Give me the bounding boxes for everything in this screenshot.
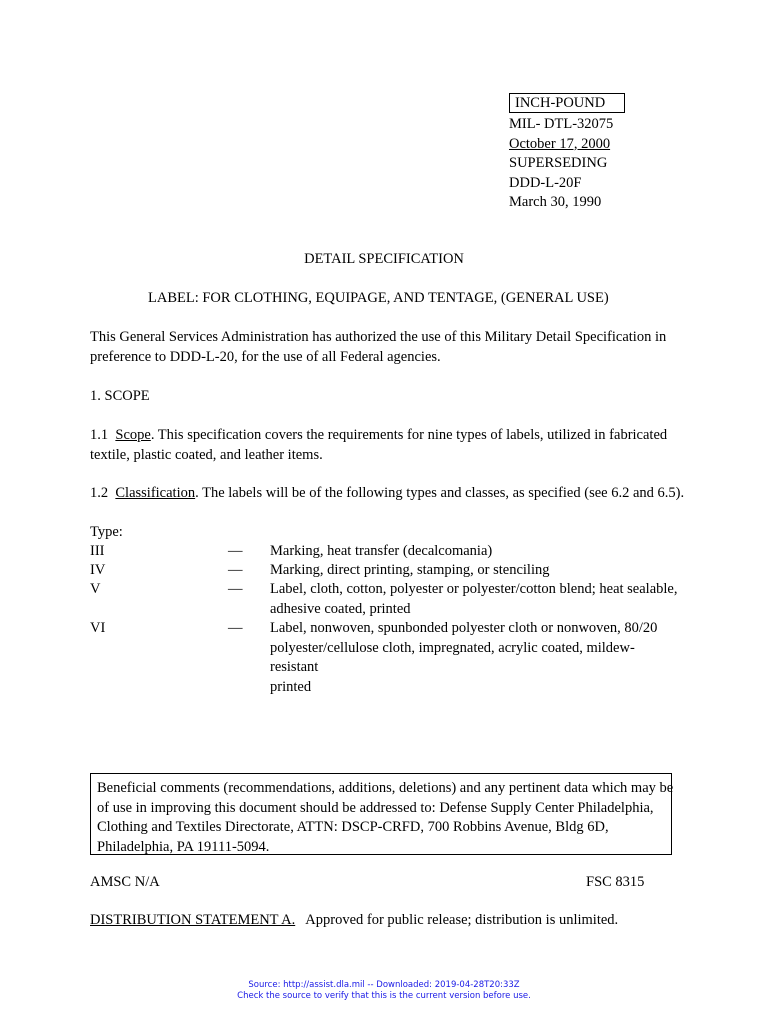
doc-date: October 17, 2000 [509, 135, 611, 152]
type-code: IV [90, 562, 106, 578]
document-identification [509, 115, 613, 213]
paragraph-title: Scope [115, 427, 151, 443]
type-description-line: printed [270, 678, 312, 695]
notice-line: Beneficial comments (recommendations, additions, deletions) and any pertinent data which may be [97, 780, 674, 796]
type-dash: — [228, 562, 243, 578]
type-dash: — [228, 581, 243, 597]
superseded-date: March 30, 1990 [509, 194, 602, 210]
paragraph-1-2 [90, 484, 685, 504]
type-code: III [90, 543, 105, 559]
source-footer-line: Source: http://assist.dla.mil -- Downloaded: 2019-04-28T20:33Z [248, 980, 520, 990]
distribution-statement [90, 911, 618, 931]
paragraph-text: textile, plastic coated, and leather items. [90, 446, 323, 463]
distribution-label: DISTRIBUTION STATEMENT A. [90, 912, 296, 928]
type-description [270, 561, 680, 581]
type-description-line: Marking, heat transfer (decalcomania) [270, 543, 493, 559]
type-description-line: polyester/cellulose cloth, impregnated, acrylic coated, mildew-resistant [270, 639, 635, 675]
doc-number: MIL- DTL-32075 [509, 116, 614, 132]
intro-line: This General Services Administration has authorized the use of this Military Detail Specification in [90, 329, 667, 345]
type-code: VI [90, 620, 106, 636]
spec-title: LABEL: FOR CLOTHING, EQUIPAGE, AND TENTAGE, (GENERAL USE) [148, 290, 609, 306]
comments-notice-box [90, 773, 672, 855]
type-description [270, 542, 680, 562]
source-footer-line: Check the source to verify that this is the current version before use. [237, 991, 531, 1001]
distribution-text: Approved for public release; distribution is unlimited. [295, 912, 619, 928]
type-code: V [90, 581, 101, 597]
notice-line: of use in improving this document should be addressed to: Defense Supply Center Philadelphia, [97, 799, 654, 816]
type-description-line: Label, cloth, cotton, polyester or polyester/cotton blend; heat sealable, [270, 581, 678, 597]
type-dash: — [228, 620, 243, 636]
paragraph-title: Classification [115, 485, 196, 501]
type-dash: — [228, 543, 243, 559]
type-description-line: adhesive coated, printed [270, 600, 411, 617]
type-description-line: Label, nonwoven, spunbonded polyester cloth or nonwoven, 80/20 [270, 620, 658, 636]
notice-line: Clothing and Textiles Directorate, ATTN: DSCP-CRFD, 700 Robbins Avenue, Bldg 6D, [97, 819, 609, 835]
superseding-label: SUPERSEDING [509, 155, 608, 171]
section-heading-scope: 1. SCOPE [90, 388, 150, 404]
spec-type-title: DETAIL SPECIFICATION [304, 251, 464, 267]
amsc-label: AMSC N/A [90, 874, 160, 890]
notice-line: Philadelphia, PA 19111-5094. [97, 838, 270, 855]
paragraph-number: 1.1 [90, 427, 109, 443]
types-heading: Type: [90, 524, 123, 540]
inch-pound-box: INCH-POUND [509, 93, 625, 113]
paragraph-1-1 [90, 426, 680, 465]
intro-line: preference to DDD-L-20, for the use of all Federal agencies. [90, 348, 441, 365]
type-description [270, 580, 680, 619]
type-description [270, 619, 680, 697]
paragraph-text: . This specification covers the requirements for nine types of labels, utilized in fabricated [150, 427, 668, 443]
intro-paragraph [90, 328, 680, 367]
superseded-doc: DDD-L-20F [509, 174, 582, 191]
fsc-label: FSC 8315 [586, 874, 645, 890]
type-description-line: Marking, direct printing, stamping, or stenciling [270, 562, 550, 578]
paragraph-text: . The labels will be of the following types and classes, as specified (see 6.2 and 6.5). [195, 485, 685, 501]
paragraph-number: 1.2 [90, 485, 109, 501]
